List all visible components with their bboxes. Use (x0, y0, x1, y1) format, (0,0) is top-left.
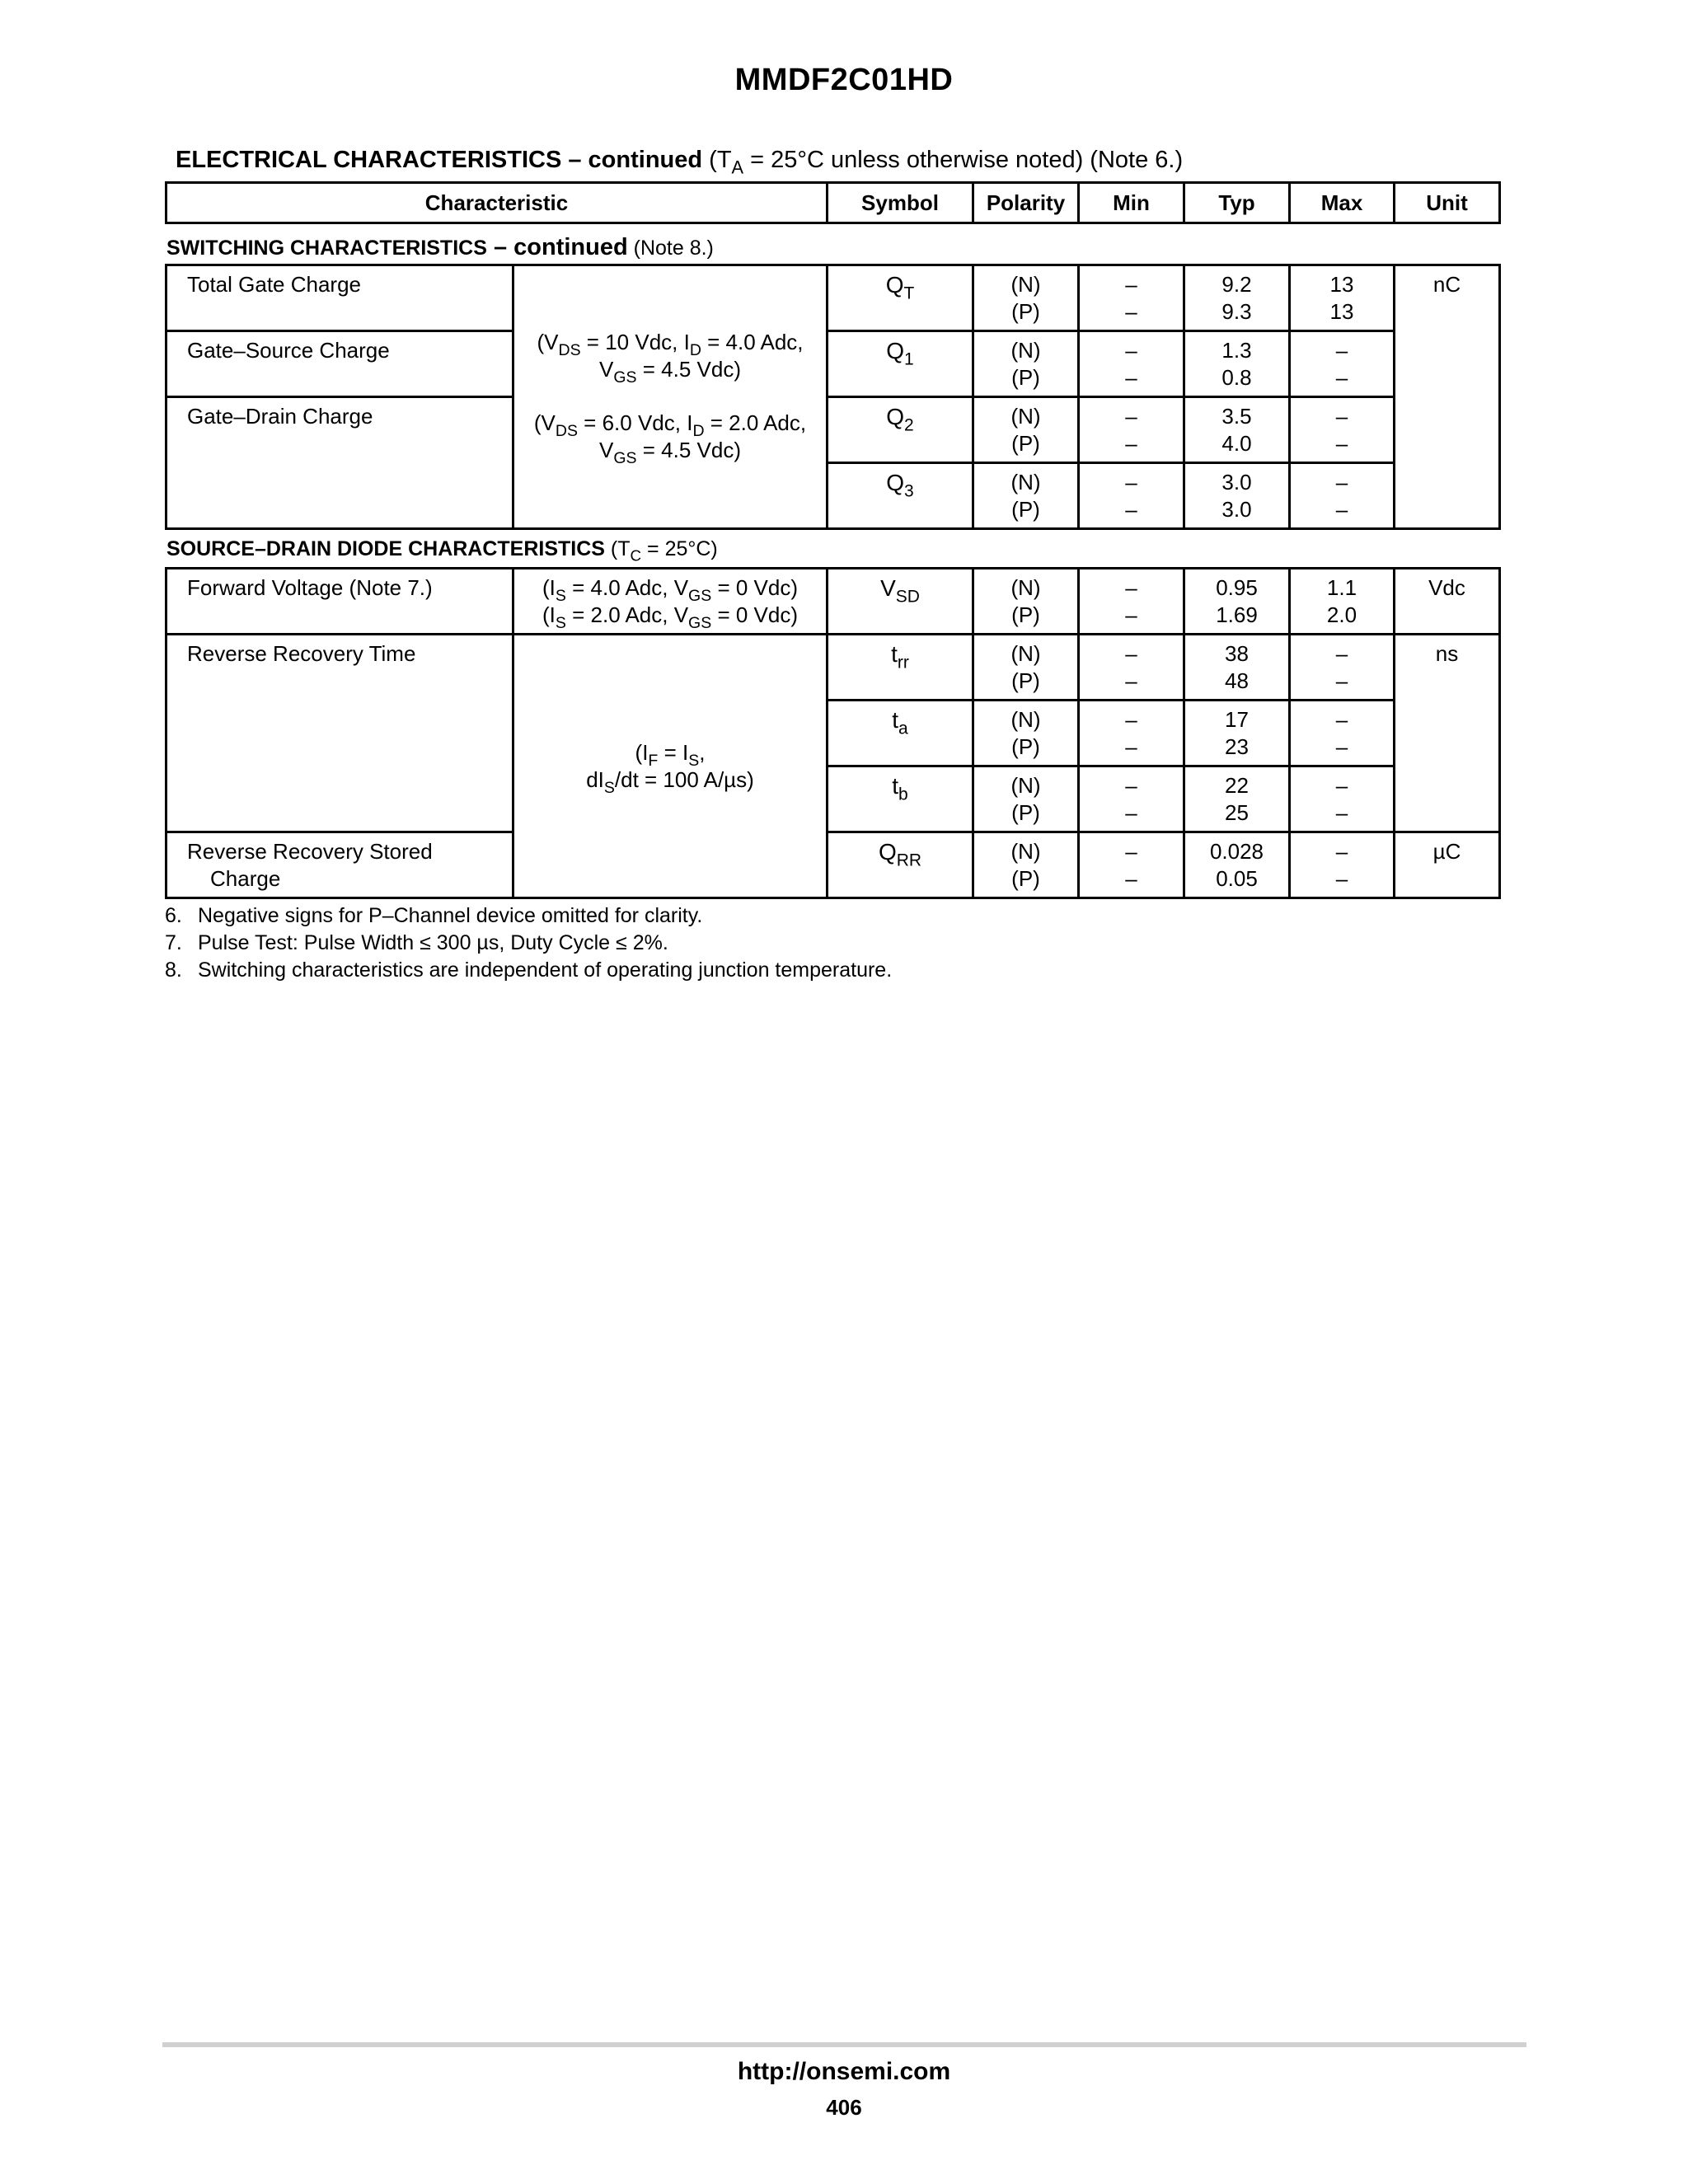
max-value: 13 13 (1290, 265, 1395, 331)
switching-label-bold: SWITCHING CHARACTERISTICS (166, 237, 487, 260)
char-total-gate-charge: Total Gate Charge (166, 265, 513, 331)
footnote: 6. Negative signs for P–Channel device omitted for clarity. (165, 904, 703, 927)
symbol-q3: $Q_3$ (828, 463, 973, 529)
page-number: 406 (826, 2095, 862, 2120)
switching-label-note: (Note 8.) (627, 237, 714, 260)
typ-value: 0.028 0.05 (1184, 832, 1290, 898)
max-value: – – (1290, 832, 1395, 898)
max-value: – – (1290, 701, 1395, 766)
unit-uc: µC (1395, 832, 1500, 898)
switching-section-label (166, 234, 714, 261)
polarity: (N) (P) (973, 766, 1079, 832)
diode-label-bold: SOURCE–DRAIN DIODE CHARACTERISTICS (166, 537, 605, 560)
typ-value: 22 25 (1184, 766, 1290, 832)
polarity: (N) (P) (973, 701, 1079, 766)
col-symbol: Symbol (828, 183, 973, 223)
typ-value: 9.2 9.3 (1184, 265, 1290, 331)
col-typ: Typ (1184, 183, 1290, 223)
char-forward-voltage: Forward Voltage (Note 7.) (166, 569, 513, 635)
switching-conditions (513, 265, 828, 529)
symbol-ta: $t_a$ (828, 701, 973, 766)
max-value: – – (1290, 635, 1395, 701)
footer-url: http://onsemi.com (737, 2058, 951, 2085)
typ-value: 17 23 (1184, 701, 1290, 766)
footnote: 7. Pulse Test: Pulse Width ≤ 300 µs, Duty Cycle ≤ 2%. (165, 931, 668, 954)
diode-table (165, 567, 1501, 899)
polarity: (N) (P) (973, 331, 1079, 397)
max-value: – – (1290, 463, 1395, 529)
polarity: (N) (P) (973, 635, 1079, 701)
col-max: Max (1290, 183, 1395, 223)
min-value: – – (1079, 701, 1184, 766)
symbol-qt: $Q_T$ (828, 265, 973, 331)
char-gate-source-charge: Gate–Source Charge (166, 331, 513, 397)
symbol-qrr: $Q_{RR}$ (828, 832, 973, 898)
min-value: – – (1079, 397, 1184, 463)
cond2-line2: $V_{GS} = 4.5$ Vdc) (599, 438, 741, 467)
diode-section-label: SOURCE–DRAIN DIODE CHARACTERISTICS $(T_C = 25^\circ C)$ (166, 537, 718, 565)
char-reverse-recovery-time: Reverse Recovery Time (166, 635, 513, 832)
col-unit: Unit (1395, 183, 1500, 223)
symbol-trr: $t_{rr}$ (828, 635, 973, 701)
symbol-vsd: $V_{SD}$ (828, 569, 973, 635)
symbol-q2: $Q_2$ (828, 397, 973, 463)
polarity: (N) (P) (973, 832, 1079, 898)
typ-value: 0.95 1.69 (1184, 569, 1290, 635)
heading-ta-open: (T (709, 147, 732, 173)
column-header-table (165, 181, 1501, 224)
table-row (166, 397, 1500, 463)
cond1-line1: ($V_{DS} = 10$ Vdc, $I_D = 4.0$ Adc, (537, 330, 804, 359)
cond2-line1: ($V_{DS} = 6.0$ Vdc, $I_D = 2.0$ Adc, (533, 410, 807, 440)
min-value: – – (1079, 463, 1184, 529)
unit-ns: ns (1395, 635, 1500, 832)
min-value: – – (1079, 331, 1184, 397)
cond1-line2: $V_{GS} = 4.5$ Vdc) (599, 357, 741, 387)
typ-value: 3.0 3.0 (1184, 463, 1290, 529)
footer-divider (162, 2042, 1526, 2047)
col-characteristic: Characteristic (166, 183, 828, 223)
col-polarity: Polarity (973, 183, 1079, 223)
min-value: – – (1079, 569, 1184, 635)
table-row (166, 265, 1500, 331)
heading-ta-sub: A (731, 157, 744, 178)
symbol-tb: $t_b$ (828, 766, 973, 832)
max-value: – – (1290, 331, 1395, 397)
document-title: MMDF2C01HD (734, 63, 954, 97)
unit-vdc: Vdc (1395, 569, 1500, 635)
min-value: – – (1079, 265, 1184, 331)
min-value: – – (1079, 832, 1184, 898)
typ-value: 38 48 (1184, 635, 1290, 701)
section-heading (176, 147, 1184, 178)
heading-rest: = 25°C unless otherwise noted) (Note 6.) (743, 147, 1184, 173)
col-min: Min (1079, 183, 1184, 223)
switching-label-continued: – continued (486, 234, 628, 260)
table-row (166, 832, 1500, 898)
unit-nc: nC (1395, 265, 1500, 529)
max-value: 1.1 2.0 (1290, 569, 1395, 635)
symbol-q1: $Q_1$ (828, 331, 973, 397)
switching-table (165, 264, 1501, 530)
typ-value: 1.3 0.8 (1184, 331, 1290, 397)
min-value: – – (1079, 766, 1184, 832)
polarity: (N) (P) (973, 569, 1079, 635)
polarity: (N) (P) (973, 265, 1079, 331)
max-value: – – (1290, 397, 1395, 463)
char-gate-drain-charge: Gate–Drain Charge (166, 397, 513, 529)
footnotes (165, 902, 892, 984)
polarity: (N) (P) (973, 397, 1079, 463)
min-value: – – (1079, 635, 1184, 701)
max-value: – – (1290, 766, 1395, 832)
typ-value: 3.5 4.0 (1184, 397, 1290, 463)
polarity: (N) (P) (973, 463, 1079, 529)
table-row (166, 635, 1500, 701)
heading-bold: ELECTRICAL CHARACTERISTICS – continued (176, 147, 703, 173)
char-reverse-recovery-stored-charge: Reverse Recovery Stored Charge (166, 832, 513, 898)
table-row (166, 331, 1500, 397)
reverse-recovery-conditions: ($I_F = I_S$, $dI_S/dt = 100$ A/µs) (513, 635, 828, 898)
footnote: 8. Switching characteristics are independent of operating junction temperature. (165, 958, 893, 982)
table-row (166, 569, 1500, 635)
forward-voltage-conditions: ($I_S = 4.0$ Adc, $V_{GS} = 0$ Vdc) ($I_S = 2.0$ Adc, $V_{GS} = 0$ Vdc) (513, 569, 828, 635)
